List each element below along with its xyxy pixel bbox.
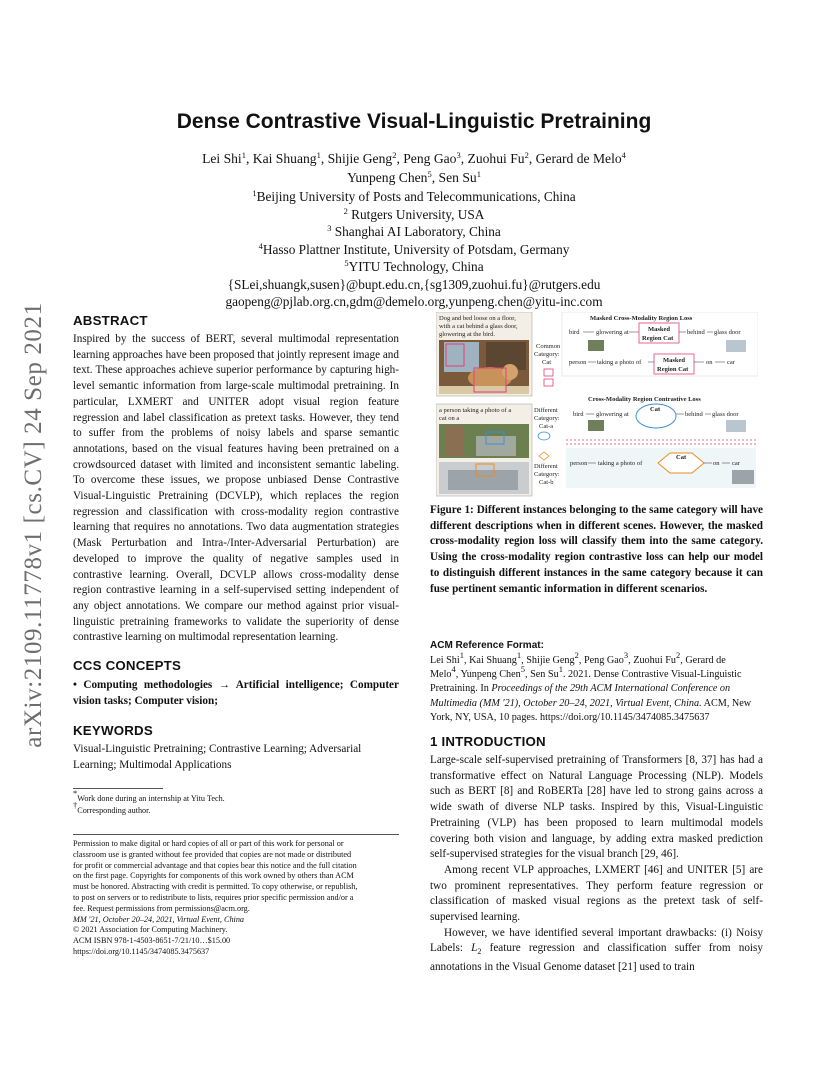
footnote-rule <box>73 788 163 789</box>
keywords-text: Visual-Linguistic Pretraining; Contrastive Learning; Adversarial Learning; Multimodal Applications <box>73 743 362 771</box>
svg-text:taking a photo of: taking a photo of <box>598 460 643 467</box>
copyright: © 2021 Association for Computing Machinery. <box>73 925 228 935</box>
abstract-text: Inspired by the success of BERT, several multimodal representation learning approaches have been proposed that jointly represent image and text. These approaches achieve superior performance by capturing high-level semantic information from large-scale multimodal pretraining. In particular, LXMERT and UNITER adopt visual region feature regression and label classification as pretext tasks. However, they tend to suffer from the problems of noisy labels and sparse semantic annotations, based on the visual features having been pretrained on a crowdsourced dataset with limited and inconsistent semantic labeling. To overcome these issues, we propose unbiased Dense Contrastive Visual-Linguistic Pretraining (DCVLP), which replaces the region regression and classification with cross-modality region contrastive learning that requires no annotations. Two data augmentation strategies (Mask Perturbation and Intra-/Inter-Adversarial Perturbation) are developed to improve the quality of negative samples used in contrastive learning. Overall, DCVLP allows cross-modality dense region contrastive learning in a self-supervised setting independent of any object annotations. We compare our method against prior visual-linguistic pretraining frameworks to validate the superiority of dense contrastive learning on multimodal representation learning. <box>73 333 399 644</box>
svg-text:Different: Different <box>534 463 558 470</box>
fig-contrastive-title: Cross-Modality Region Contrastive Loss <box>588 396 701 403</box>
svg-text:bird: bird <box>569 329 580 336</box>
keywords-heading: KEYWORDS <box>73 723 153 738</box>
intro-paragraph-2: Among recent VLP approaches, LXMERT [46] and UNITER [5] are two prominent representatives. They perform feature regression or classification of masked visual regions as the pretext task of self-supervised learning. <box>430 863 763 924</box>
svg-text:glowering at: glowering at <box>596 411 629 418</box>
intro-paragraph-3: However, we have identified several important drawbacks: (i) Noisy Labels: $L_2$ feature regression and classification suffer from noisy annotations in the Visual Genome dataset [21] used to train <box>430 926 763 974</box>
affiliation-4: $^4$Hasso Plattner Institute, University of Potsdam, Germany <box>258 241 570 257</box>
intro-body <box>430 753 763 976</box>
email-line-1: {SLei,shuangk,susen}@bupt.edu.cn,{sg1309,zuohui.fu}@rutgers.edu <box>227 277 601 292</box>
acm-ref-text: Lei Shi$^1$, Kai Shuang$^1$, Shijie Geng$^2$, Peng Gao$^3$, Zuohui Fu$^2$, Gerard de Melo$^4$, Yunpeng Chen$^5$, Sen Su$^1$. 2021. Dense Contrastive Visual-Linguistic Pretraining. In Proceedings of the 29th ACM International Conference on Multimedia (MM '21), October 20–24, 2021, Virtual Event, China. ACM, New York, NY, USA, 10 pages. https://doi.org/10.1145/3474085.3475637 <box>430 650 752 723</box>
svg-text:person: person <box>570 460 588 467</box>
svg-text:car: car <box>732 460 740 467</box>
doi-link: https://doi.org/10.1145/3474085.3475637 <box>73 946 210 956</box>
arxiv-id: arXiv:2109.11778v1 [cs.CV] 24 Sep 2021 <box>20 302 47 748</box>
abstract-heading: ABSTRACT <box>73 313 148 328</box>
figure-caption: Figure 1: Different instances belonging to the same category will have different descriptions when in different scenes. However, the masked cross-modality region loss will classify them into the same category. Using the cross-modality region contrastive loss can help our model to distinguish different instances in the same category because it can fuse pertinent semantic information in different scenarios. <box>430 504 763 595</box>
ccs-heading: CCS CONCEPTS <box>73 658 182 673</box>
permission-rule <box>73 834 399 835</box>
svg-text:Category:: Category: <box>534 471 560 478</box>
email-line-2: gaopeng@pjlab.org.cn,gdm@demelo.org,yunpeng.chen@yitu-inc.com <box>225 294 603 309</box>
svg-text:bird: bird <box>573 411 584 418</box>
svg-text:person: person <box>569 359 587 366</box>
svg-text:glass door: glass door <box>714 329 741 336</box>
svg-text:a person taking a photo of a: a person taking a photo of a <box>439 407 512 414</box>
acm-ref-heading: ACM Reference Format: <box>430 640 544 651</box>
fig-cat-1: Cat <box>542 359 552 366</box>
paper-title: Dense Contrastive Visual-Linguistic Pretraining <box>176 110 652 133</box>
fig-masked-title: Masked Cross-Modality Region Loss <box>590 315 693 322</box>
intro-heading: 1 INTRODUCTION <box>430 734 546 749</box>
svg-text:taking a photo of: taking a photo of <box>597 359 642 366</box>
svg-text:Cat: Cat <box>650 406 661 413</box>
affiliation-3: $^3$ Shanghai AI Laboratory, China <box>327 223 501 239</box>
svg-text:car: car <box>727 359 735 366</box>
footnotes <box>73 788 399 817</box>
affiliation-1: $^1$Beijing University of Posts and Telecommunications, China <box>252 188 576 204</box>
footnote-1: *Work done during an internship at Yitu Tech. <box>73 788 225 803</box>
figure-1 <box>436 312 758 498</box>
svg-text:cat on a: cat on a <box>439 415 460 422</box>
svg-text:Region Cat: Region Cat <box>642 335 674 342</box>
svg-text:glass door: glass door <box>712 411 739 418</box>
fig-top-caption-2: with a cat behind a glass door, <box>439 323 518 330</box>
intro-paragraph-1: Large-scale self-supervised pretraining of Transformers [8, 37] has had a transformative effect on Natural Language Processing (NLP). Models such as BERT [8] and RoBERTa [28] have led to strong gains across a wide swath of diverse NLP tasks. Inspired by this, Visual-Linguistic Pretraining (VLP) has been proposed to learn multimodal models covering both vision and language, by adding extra masked prediction self-supervised strategies for the visual branch [29, 46]. <box>430 754 763 861</box>
authors-line-1: Lei Shi$^1$, Kai Shuang$^1$, Shijie Geng$^2$, Peng Gao$^3$, Zuohui Fu$^2$, Gerard de Melo$^4$ <box>202 150 626 166</box>
affiliation-2: $^2$ Rutgers University, USA <box>343 206 485 222</box>
fig-common: Common <box>536 343 561 350</box>
conference-info: MM '21, October 20–24, 2021, Virtual Event, China <box>73 914 245 924</box>
svg-text:on: on <box>706 359 713 366</box>
svg-text:behind: behind <box>685 411 703 418</box>
ccs-text: • Computing methodologies → Artificial intelligence; Computer vision tasks; Computer vision; <box>73 679 399 707</box>
svg-text:glowering at: glowering at <box>596 329 629 336</box>
footnote-2: †Corresponding author. <box>73 799 151 815</box>
svg-text:Masked: Masked <box>663 357 686 364</box>
isbn: ACM ISBN 978-1-4503-8651-7/21/10…$15.00 <box>73 936 231 946</box>
svg-text:Cat: Cat <box>676 454 687 461</box>
svg-text:Cat-a: Cat-a <box>539 423 554 430</box>
affiliation-5: $^5$YITU Technology, China <box>344 258 484 274</box>
fig-top-caption-1: Dog and bed loose on a floor, <box>439 315 516 322</box>
permission-block: Permission to make digital or hard copies of all or part of this work for personal or classroom use is granted without fee provided that copies are not made or distributed for profit or commercial advantage and that copies bear this notice and the full citation on the first page. Copyrights for components of this work owned by others than ACM must be honored. Abstracting with credit is permitted. To copy otherwise, or republish, to post on servers or to redistribute to lists, requires prior specific permission and/or a fee. Request permissions from permissions@acm.org. MM '21, October 20–24, 2021, Virtual Event, China © 2021 Association for Computing Machinery. ACM ISBN 978-1-4503-8651-7/21/10…$15.00 https://doi.org/10.1145/3474085.3475637 <box>73 839 413 958</box>
fig-category-1: Category: <box>534 351 560 358</box>
svg-text:behind: behind <box>687 329 705 336</box>
authors-line-2: Yunpeng Chen$^5$, Sen Su$^1$ <box>347 169 481 185</box>
svg-text:Region Cat: Region Cat <box>657 366 689 373</box>
svg-text:Category:: Category: <box>534 415 560 422</box>
svg-text:Different: Different <box>534 407 558 414</box>
svg-text:on: on <box>713 460 720 467</box>
svg-text:Cat-b: Cat-b <box>539 479 554 486</box>
svg-text:Masked: Masked <box>648 326 671 333</box>
arxiv-stamp <box>4 290 64 760</box>
fig-top-caption-3: glowering at the bird. <box>439 331 495 338</box>
